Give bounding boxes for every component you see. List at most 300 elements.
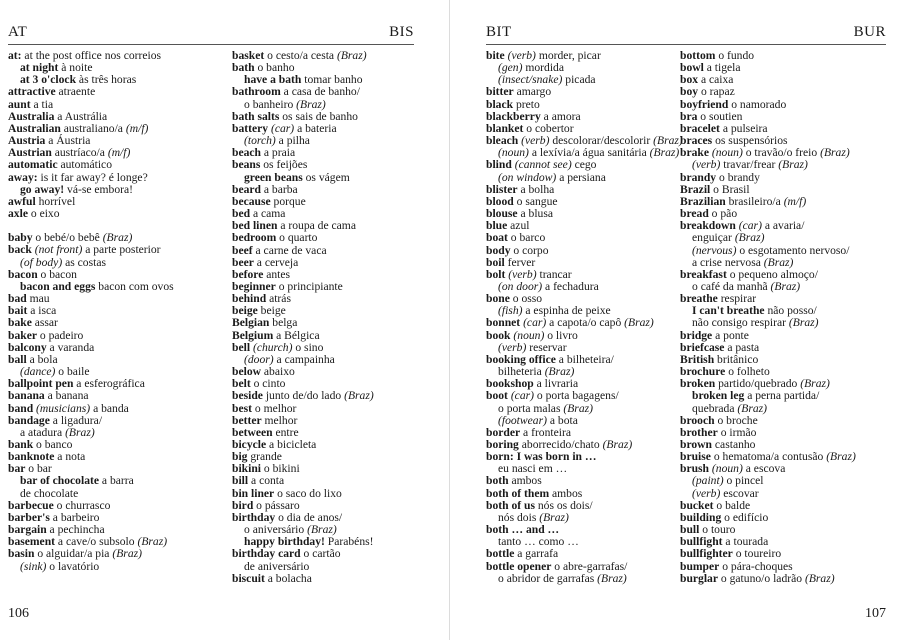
sense-label: (gen) [498,61,523,75]
translation: cego [574,158,597,172]
headword: I can't breathe [692,304,765,318]
headword: bracelet [680,121,720,135]
translation: junto de/do lado [262,389,345,403]
translation: o livro [547,328,578,342]
headword: beside [232,389,263,403]
left-header-rule [8,44,414,45]
translation: o porta malas [498,401,564,415]
translation: descolorar/descolorir [552,134,654,148]
translation: a bateria [297,121,337,135]
region-label: (m/f) [125,121,149,135]
translation: o sangue [513,194,558,208]
headword: Brazilian [680,194,726,208]
headword: bonnet [486,316,521,330]
headword: banknote [8,450,55,464]
region-label: (Braz) [307,523,337,537]
headword: brochure [680,365,726,379]
headword: breakfast [680,267,727,281]
headword: Austria [8,134,46,148]
headword: barbecue [8,498,54,512]
headword: bridge [680,328,713,342]
headword: bin liner [232,486,275,500]
translation: a conta [248,474,285,488]
translation: Parabéns! [324,535,374,549]
translation: mau [26,292,50,306]
region-label: (Braz) [602,438,633,451]
translation: ferver [504,255,536,269]
headword: blanket [486,121,524,135]
headword: beach [232,146,261,160]
headword: bottom [680,49,716,62]
translation: morder, picar [538,49,601,62]
region-label: (Braz) [296,97,326,111]
region-label: (Braz) [336,49,367,62]
translation: horrível [35,194,76,208]
headword: biscuit [232,571,265,585]
headword: bruise [680,450,711,464]
translation: o churrasco [53,498,111,512]
dictionary-entry [680,573,885,585]
translation: a Bélgica [273,328,320,342]
headword: bullfight [680,535,723,549]
region-label: (Braz) [544,365,575,379]
usage-label: (car) [523,316,547,330]
translation: o brandy [716,170,760,184]
headword: bikini [232,462,262,476]
headword: bottle [486,547,515,561]
headword: Australian [8,121,61,135]
headword: box [680,73,699,87]
translation: a avaria/ [764,219,805,233]
right-page [450,0,900,640]
headword: back [8,243,32,257]
headword: British [680,352,715,366]
region-label: (Braz) [649,146,680,160]
translation: a parte posterior [85,243,161,257]
translation: o saco do lixo [274,486,342,500]
headword: booking office [486,352,556,366]
translation: o café da manhã [692,279,771,293]
translation: o principiante [275,279,343,293]
translation: o cinto [250,377,286,391]
translation: travar/frear [720,158,779,172]
translation: a bolha [517,182,555,196]
translation: atraente [55,85,96,99]
translation: o dia de anos/ [275,510,343,524]
headword: at: [8,49,22,62]
translation: nós os dois/ [534,498,593,512]
headword: before [232,267,264,281]
translation: a escova [745,462,786,476]
translation: a fechadura [542,279,599,293]
left-header-last-word: BIS [389,24,414,40]
headword: Belgian [232,316,270,330]
usage-label: (cannot see) [514,158,572,172]
headword: axle [8,207,28,221]
dictionary-entry [232,573,437,585]
translation: o soutien [697,109,743,123]
headword: broken [680,377,716,391]
headword: bacon [8,267,38,281]
region-label: (Braz) [734,231,765,245]
headword: birthday card [232,547,301,561]
translation: os feijões [260,158,308,172]
translation: a Áustria [45,134,91,148]
region-label: (Braz) [624,316,654,330]
translation: reservar [526,340,567,354]
translation: o abridor de garrafas [498,571,598,585]
left-column-1 [8,50,213,573]
translation: tomar banho [301,73,363,87]
headword: blood [486,194,514,208]
sense-label: (noun) [498,146,529,160]
translation: não posso/ [764,304,817,318]
translation: o melhor [251,401,297,415]
headword: bill [232,474,249,488]
region-label: (m/f) [783,194,807,208]
translation: de chocolate [20,486,79,500]
translation: tanto … como … [498,535,579,549]
headword: aunt [8,97,31,111]
headword: banana [8,389,45,403]
translation: a ligadura/ [49,413,103,427]
right-header-first-word: BIT [486,24,512,40]
headword: bull [680,523,700,537]
translation: o cesto/a cesta [264,49,337,62]
translation: antes [263,267,291,281]
translation: o padeiro [36,328,84,342]
translation: o banho [254,61,295,75]
headword: bathroom [232,85,281,99]
headword: better [232,413,262,427]
sense-label: (verb) [498,340,527,354]
headword: both of us [486,498,535,512]
sense-label: (torch) [244,134,276,148]
headword: boring [486,438,519,451]
headword: brother [680,425,718,439]
region-label: (Braz) [597,571,627,585]
headword: bleach [486,134,519,148]
headword: bitter [486,85,514,99]
translation: a capota/o capô [549,316,625,330]
sense-label: (door) [244,352,274,366]
translation: o bebé/o bebê [32,231,103,245]
usage-label: (noun) [711,462,743,476]
headword: Belgium [232,328,274,342]
headword: bookshop [486,377,534,391]
headword: go away! [20,182,65,196]
translation: ambos [508,474,542,488]
headword: at 3 o'clock [20,73,77,87]
headword: braces [680,134,713,148]
usage-label: (noun) [711,146,743,160]
headword: barber's [8,510,50,524]
headword: brown [680,438,713,451]
headword: at night [20,61,59,75]
translation: os suspensórios [712,134,788,148]
translation: o broche [714,413,758,427]
usage-label: (car) [738,219,762,233]
translation: a banda [93,401,129,415]
usage-label: (verb) [508,267,537,281]
right-header-rule [486,44,886,45]
translation: o cartão [300,547,341,561]
translation: a cama [250,207,286,221]
translation: assar [31,316,58,330]
translation: a tigela [703,61,741,75]
right-header-last-word: BUR [853,24,886,40]
translation: a varanda [46,340,95,354]
translation: azul [507,219,530,233]
headword: blackberry [486,109,541,123]
translation: a esferográfica [73,377,145,391]
translation: a perna partida/ [744,389,820,403]
translation: a ponte [712,328,749,342]
translation: o alguidar/a pia [34,547,113,561]
translation: a bilheteira/ [555,352,614,366]
translation: a atadura [20,425,66,439]
right-column-2 [680,50,885,585]
headword: broken leg [692,389,745,403]
headword: bird [232,498,254,512]
headword: bite [486,49,505,62]
region-label: (m/f) [107,146,131,160]
region-label: (Braz) [539,510,569,524]
headword: beginner [232,279,276,293]
headword: best [232,401,252,415]
usage-label: (noun) [513,328,545,342]
translation: a tourada [722,535,769,549]
translation: o namorado [728,97,787,111]
usage-label: (musicians) [36,401,91,415]
headword: breathe [680,292,718,306]
headword: attractive [8,85,56,99]
translation: a bolacha [264,571,312,585]
headword: bumper [680,559,720,573]
translation: amargo [513,85,552,99]
headword: green beans [244,170,303,184]
translation: ambos [549,486,583,500]
sense-label: (on door) [498,279,543,293]
headword: both [486,474,509,488]
headword: bath salts [232,109,280,123]
headword: bar of chocolate [20,474,99,488]
translation: o fundo [715,49,755,62]
headword: bandage [8,413,50,427]
region-label: (Braz) [137,535,168,549]
translation: respirar [717,292,757,306]
headword: balcony [8,340,47,354]
headword: between [232,425,273,439]
headword: Australia [8,109,55,123]
translation: a pasta [724,340,760,354]
headword: book [486,328,511,342]
headword: belt [232,377,251,391]
translation: a blusa [517,207,553,221]
translation: a cave/o subsolo [55,535,138,549]
headword: boy [680,85,699,99]
translation: o abre-garrafas/ [551,559,628,573]
right-page-number: 107 [865,606,886,621]
translation: vá-se embora! [64,182,134,196]
sense-label: (paint) [692,474,724,488]
headword: basement [8,535,56,549]
region-label: (Braz) [804,571,835,585]
headword: automatic [8,158,58,172]
translation: a caixa [698,73,734,87]
headword: bacon and eggs [20,279,96,293]
headword: briefcase [680,340,725,354]
translation: bilheteria [498,365,545,379]
translation: de aniversário [244,559,310,573]
headword: Austrian [8,146,52,160]
translation: eu nasci em … [498,462,568,476]
translation: as costas [62,255,106,269]
headword: bake [8,316,32,330]
translation: os sais de banho [279,109,358,123]
translation: o pão [708,207,738,221]
headword: brake [680,146,709,160]
headword: beef [232,243,253,257]
translation: a barra [99,474,134,488]
region-label: (Braz) [820,146,850,160]
translation: austríaco/a [51,146,108,160]
translation: às três horas [76,73,137,87]
translation: o banheiro [244,97,297,111]
headword: bath [232,61,255,75]
translation: quebrada [692,401,738,415]
headword: beer [232,255,254,269]
region-label: (Braz) [65,425,95,439]
translation: entre [272,425,299,439]
translation: a nota [54,450,86,464]
translation: is it far away? é longe? [37,170,148,184]
headword: beard [232,182,261,196]
headword: Brazil [680,182,711,196]
headword: blind [486,158,512,172]
headword: black [486,97,514,111]
headword: breakdown [680,219,736,233]
headword: body [486,243,511,257]
headword: awful [8,194,36,208]
headword: bra [680,109,698,123]
left-header-first-word: AT [8,24,28,40]
translation: escovar [720,486,759,500]
headword: have a bath [244,73,302,87]
headword: beige [232,304,258,318]
headword: bell [232,340,251,354]
translation: beige [257,304,286,318]
translation: o osso [509,292,543,306]
headword: ball [8,352,27,366]
translation: at the post office nos correios [21,49,162,62]
translation: a pilha [275,134,310,148]
translation: a barbeiro [49,510,100,524]
translation: a isca [27,304,57,318]
translation: o corpo [510,243,549,257]
translation: a bota [546,413,578,427]
translation: grande [247,450,282,464]
dictionary-entry [486,573,691,585]
translation: a cerveja [253,255,299,269]
translation: a garrafa [514,547,559,561]
translation: a tia [30,97,54,111]
translation: os vágem [302,170,350,184]
translation: a pulseira [719,121,768,135]
headword: blister [486,182,518,196]
headword: brush [680,462,710,476]
translation: abaixo [260,365,295,379]
headword: basket [232,49,265,62]
translation: o toureiro [732,547,782,561]
headword: bedroom [232,231,277,245]
headword: bad [8,292,27,306]
region-label: (Braz) [112,547,142,561]
translation: o aniversário [244,523,308,537]
translation: partido/quebrado [715,377,801,391]
translation: a roupa de cama [277,219,356,233]
translation: o porta bagagens/ [536,389,619,403]
translation: o folheto [725,365,770,379]
left-column-2 [232,50,437,585]
translation: o hematoma/a contusão [710,450,827,464]
headword: behind [232,292,267,306]
headword: bolt [486,267,506,281]
usage-label: (car) [510,389,534,403]
translation: a pechincha [46,523,105,537]
region-label: (Braz) [800,377,830,391]
translation: o touro [699,523,736,537]
translation: o banco [33,437,73,451]
translation: o pincel [723,474,764,488]
usage-label: (car) [270,121,295,135]
headword: born: [486,450,514,464]
translation: mordida [522,61,565,75]
translation: o esgotamento nervoso/ [736,243,850,257]
headword: brooch [680,413,715,427]
headword: boat [486,231,508,245]
headword: bowl [680,61,704,75]
translation: brasileiro/a [725,194,784,208]
headword: bottle opener [486,559,552,573]
headword: birthday [232,510,276,524]
dictionary-entry [8,208,213,220]
headword: brandy [680,170,717,184]
region-label: (Braz) [826,450,856,464]
headword: boyfriend [680,97,729,111]
headword: bank [8,437,34,451]
headword: band [8,401,34,415]
usage-label: (verb) [521,134,550,148]
translation: não consigo respirar [692,316,789,330]
headword: bar [8,462,26,476]
translation: a banana [44,389,89,403]
translation: picada [562,73,596,87]
right-column-1 [486,50,691,585]
sense-label: (footwear) [498,413,547,427]
translation: enguiçar [692,231,735,245]
sense-label: (on window) [498,170,557,184]
translation: a livraria [533,377,579,391]
sense-label: (sink) [20,559,47,573]
translation: o rapaz [698,85,735,99]
sense-label: (dance) [20,365,56,379]
headword: baker [8,328,37,342]
translation: belga [269,316,298,330]
translation: o balde [713,498,751,512]
headword: border [486,425,521,439]
translation: o bacon [37,267,77,281]
